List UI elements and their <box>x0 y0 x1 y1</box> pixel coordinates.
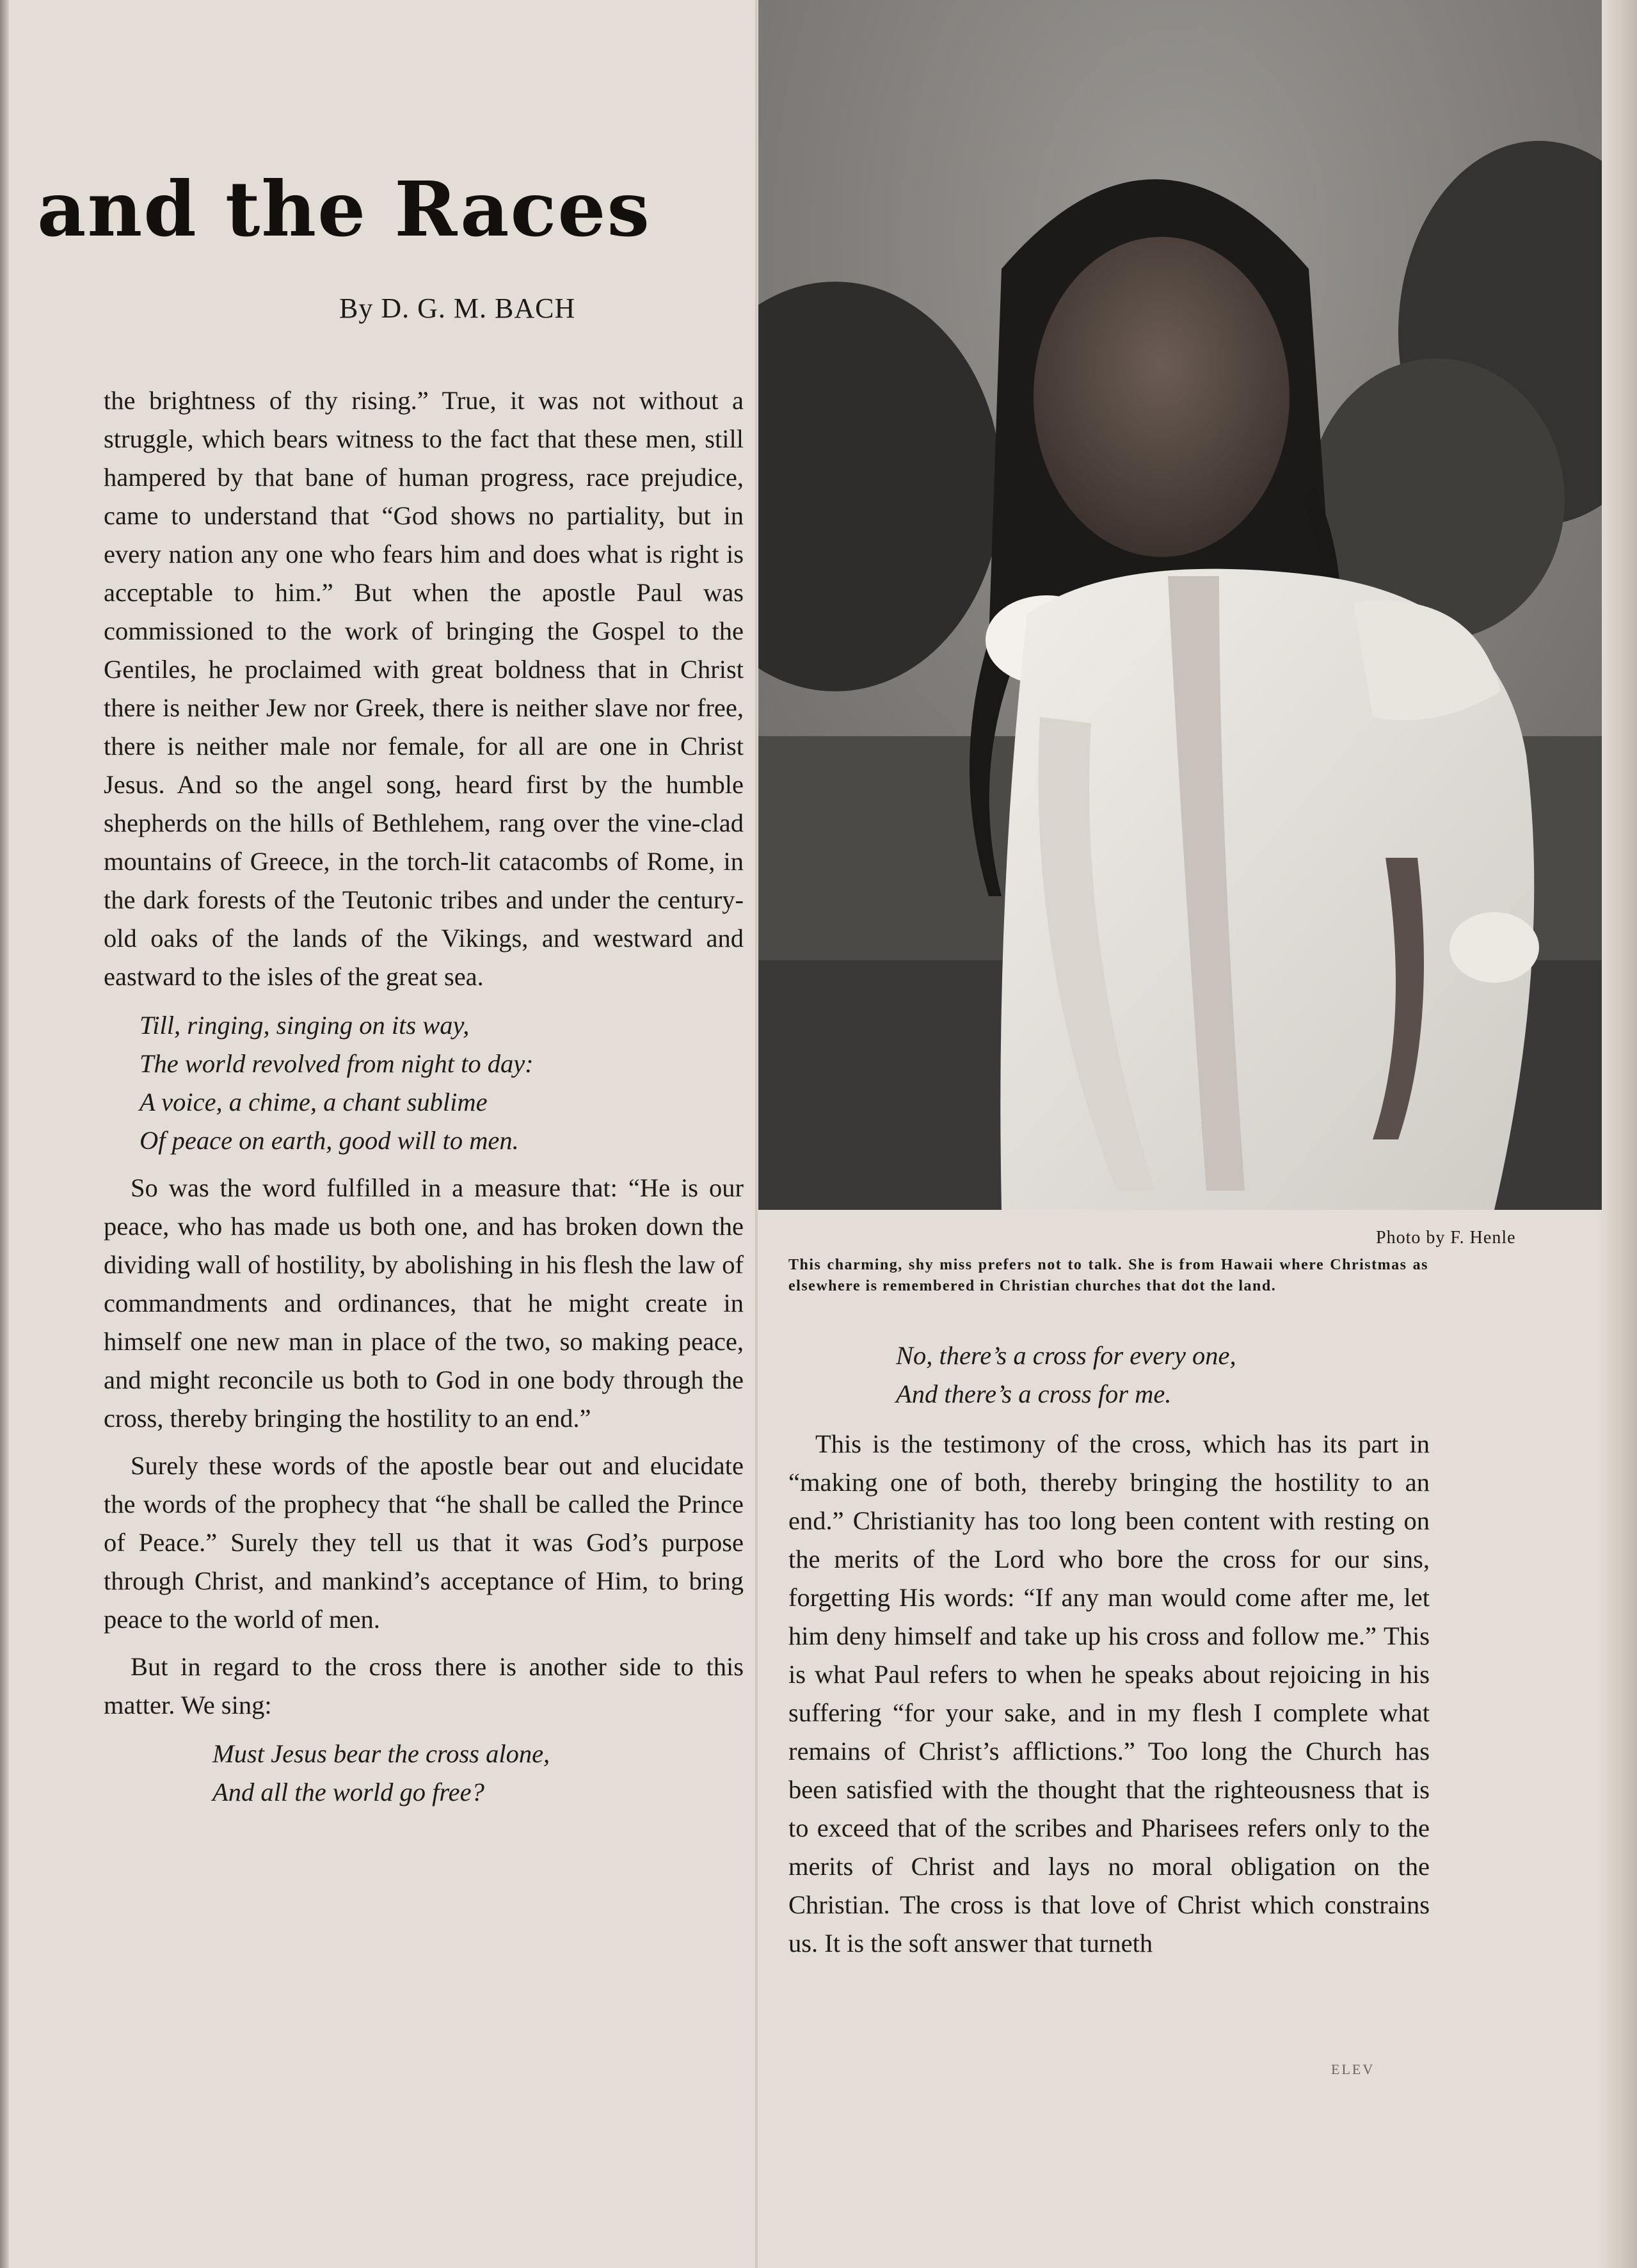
verse-stanza-2 <box>104 1735 744 1812</box>
byline: By D. G. M. BACH <box>339 293 576 324</box>
page-edge-right <box>1599 0 1637 2268</box>
right-column <box>788 1337 1430 1963</box>
verse-line: And all the world go free? <box>212 1778 484 1806</box>
photo-illustration <box>758 0 1602 1210</box>
verse-line: No, there’s a cross for every one, <box>896 1341 1236 1370</box>
verse-line: Must Jesus bear the cross alone, <box>212 1739 550 1768</box>
verse-line: And there’s a cross for me. <box>896 1379 1172 1408</box>
verse-line: Of peace on earth, good will to men. <box>140 1126 519 1155</box>
left-paragraph-4: But in regard to the cross there is another side to this matter. We sing: <box>104 1652 744 1719</box>
verse-line: Till, ringing, singing on its way, <box>140 1011 470 1040</box>
verse-stanza-3 <box>788 1337 1430 1413</box>
photo-credit: Photo by F. Henle <box>1376 1228 1516 1248</box>
left-column <box>104 382 744 1821</box>
left-paragraph-2: So was the word fulfilled in a measure that: “He is our peace, who has made us both one, and has broken down the dividing wall of hostility, by abolishing in his flesh the law of commandments and ordinances, that he might create in himself one new man in place of the two, so making peace, and might reconcile us both to God in one body through the cross, thereby bringing the hostility to an end.” <box>104 1173 744 1433</box>
page-edge-left <box>0 0 9 2268</box>
verse-stanza-1 <box>104 1006 744 1160</box>
fold-shadow <box>755 0 758 2268</box>
photo-girl-with-lei <box>758 0 1602 1210</box>
photo-caption: This charming, shy miss prefers not to talk. She is from Hawaii where Christmas as elsewhere is remembered in Christian churches that dot the land. <box>788 1257 1428 1294</box>
page-folio: ELEV <box>1331 2061 1375 2077</box>
verse-line: The world revolved from night to day: <box>140 1049 534 1078</box>
headline: and the Races <box>37 165 651 253</box>
left-paragraph-3: Surely these words of the apostle bear out and elucidate the words of the prophecy that “he shall be called the Prince of Peace.” Surely they tell us that it was God’s purpose through Christ, and mankind’s acceptance of Him, to bring peace to the world of men. <box>104 1451 744 1634</box>
verse-line: A voice, a chime, a chant sublime <box>140 1088 488 1116</box>
right-paragraph-1: This is the testimony of the cross, which has its part in “making one of both, thereby bringing the hostility to an end.” Christianity has too long been content with resting on the merits of the Lord who bore the cross for our sins, forgetting His words: “If any man would come after me, let him deny himself and take up his cross and follow me.” This is what Paul refers to when he speaks about rejoicing in his suffering “for your sake, and in my flesh I complete what remains of Christ’s afflictions.” Too long the Church has been satisfied with the thought that the righteousness that is to exceed that of the scribes and Pharisees refers only to the merits of Christ and lays no moral obligation on the Christian. The cross is that love of Christ which constrains us. It is the soft answer that turneth <box>788 1429 1430 1958</box>
left-paragraph-1: the brightness of thy rising.” True, it was not without a struggle, which bears witness to the fact that these men, still hampered by that bane of human progress, race prejudice, came to understand that “God shows no partiality, but in every nation any one who fears him and does what is right is acceptable to him.” But when the apostle Paul was commissioned to the work of bringing the Gospel to the Gentiles, he proclaimed with great boldness that in Christ there is neither Jew nor Greek, there is neither slave nor free, there is neither male nor female, for all are one in Christ Jesus. And so the angel song, heard first by the humble shepherds on the hills of Bethlehem, rang over the vine-clad mountains of Greece, in the torch-lit catacombs of Rome, in the dark forests of the Teutonic tribes and under the century-old oaks of the lands of the Vikings, and westward and eastward to the isles of the great sea. <box>104 386 744 991</box>
